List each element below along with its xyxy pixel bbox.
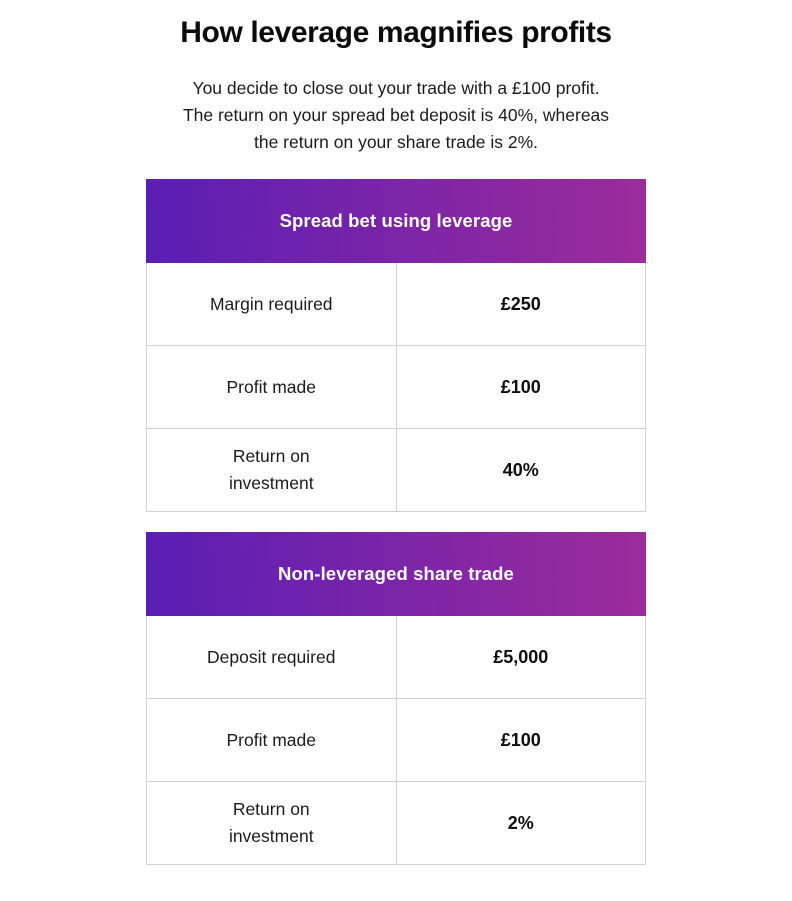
- page-subtitle: [116, 75, 676, 156]
- row-value-cell: [397, 429, 646, 511]
- spread-bet-table: [146, 179, 646, 512]
- row-value: 2%: [507, 812, 534, 833]
- subtitle-line: the return on your share trade is 2%.: [253, 132, 539, 152]
- infographic-page: [0, 13, 792, 901]
- row-label-cell: [147, 782, 397, 864]
- row-label-cell: [147, 346, 397, 428]
- row-label: Profit made: [226, 376, 316, 397]
- row-value-cell: [397, 346, 646, 428]
- table-row: [147, 263, 645, 345]
- row-value: £100: [500, 376, 541, 397]
- row-value: £5,000: [493, 646, 549, 667]
- table-row: [147, 428, 645, 511]
- subtitle-line: The return on your spread bet deposit is 40%, whereas: [182, 105, 610, 125]
- page-title: How leverage magnifies profits: [180, 16, 612, 49]
- row-value-cell: [397, 699, 646, 781]
- table-row: [147, 345, 645, 428]
- spread-bet-table-header: [146, 179, 646, 263]
- table-row: [147, 698, 645, 781]
- table-header-label: Non-leveraged share trade: [278, 563, 514, 584]
- row-label: Return on investment: [228, 446, 314, 493]
- share-trade-table-header: [146, 532, 646, 616]
- table-header-label: Spread bet using leverage: [279, 210, 513, 231]
- row-label-cell: [147, 263, 397, 345]
- row-label: Return on investment: [228, 799, 314, 846]
- table-row: [147, 781, 645, 864]
- row-value: 40%: [502, 459, 539, 480]
- row-label: Profit made: [226, 729, 316, 750]
- row-value: £250: [500, 293, 541, 314]
- row-label-cell: [147, 429, 397, 511]
- subtitle-line: You decide to close out your trade with a £100 profit.: [192, 78, 600, 98]
- row-label: Margin required: [209, 293, 333, 314]
- spread-bet-table-body: [146, 263, 646, 512]
- row-label-cell: [147, 616, 397, 698]
- table-row: [147, 616, 645, 698]
- row-value-cell: [397, 616, 646, 698]
- row-value: £100: [500, 729, 541, 750]
- share-trade-table-body: [146, 616, 646, 865]
- row-label: Deposit required: [207, 646, 336, 667]
- share-trade-table: [146, 532, 646, 865]
- row-label-cell: [147, 699, 397, 781]
- row-value-cell: [397, 782, 646, 864]
- row-value-cell: [397, 263, 646, 345]
